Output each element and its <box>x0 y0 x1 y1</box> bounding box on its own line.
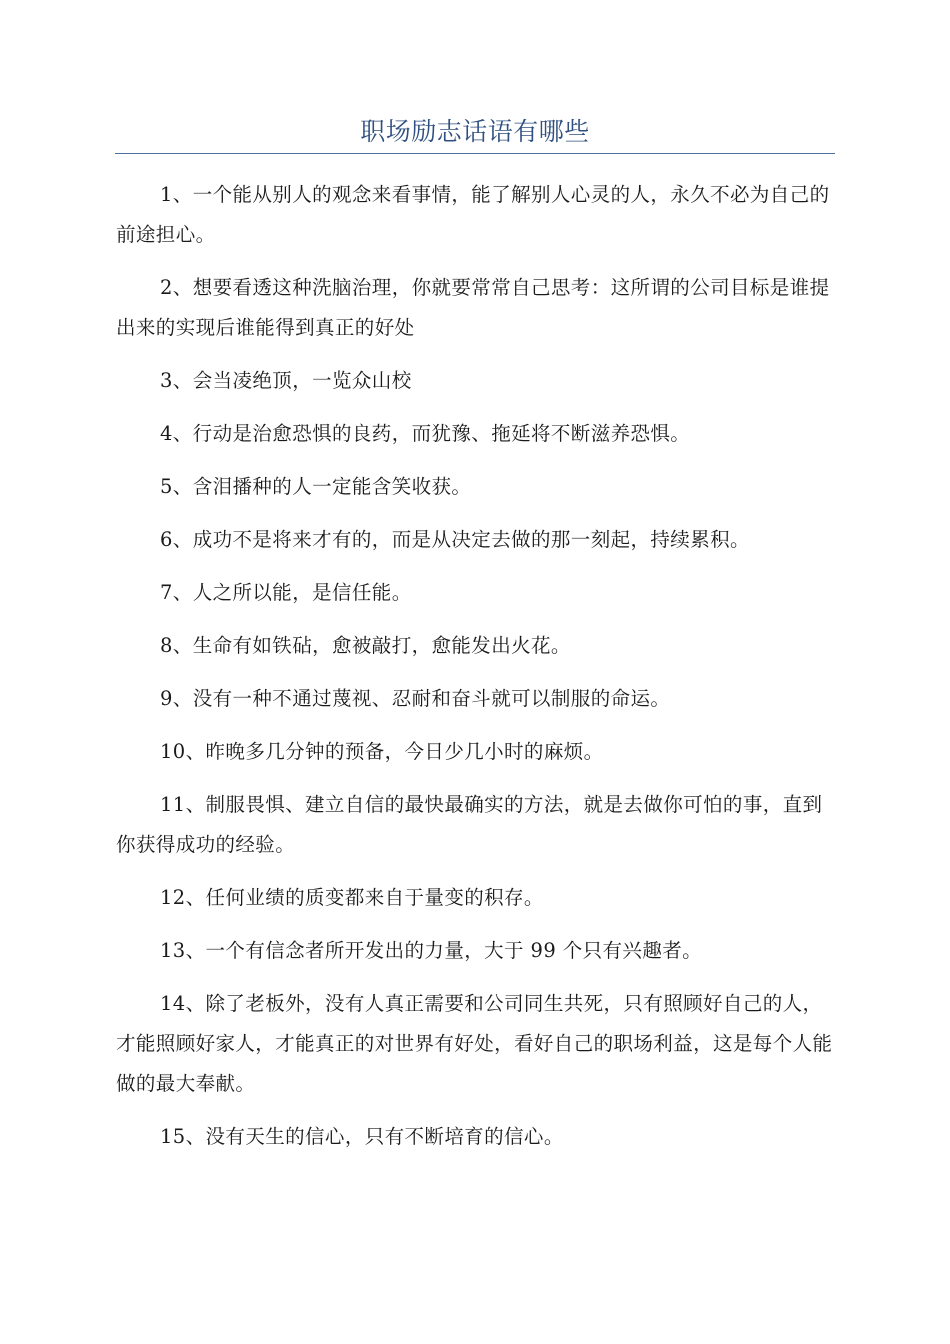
paragraph-5: 5、含泪播种的人一定能含笑收获。 <box>160 475 472 498</box>
paragraph-13: 13、一个有信念者所开发出的力量，大于 99 个只有兴趣者。 <box>160 939 703 962</box>
paragraph-1: 1、一个能从别人的观念来看事情，能了解别人心灵的人，永久不必为自己的前途担心。 <box>116 183 830 246</box>
paragraph-14: 14、除了老板外，没有人真正需要和公司同生共死，只有照顾好自己的人，才能照顾好家人，才能真正的对世界有好处，看好自己的职场利益，这是每个人能做的最大奉献。 <box>116 992 833 1095</box>
paragraph-7: 7、人之所以能，是信任能。 <box>160 581 412 604</box>
paragraph-15: 15、没有天生的信心，只有不断培育的信心。 <box>160 1125 564 1148</box>
paragraph-4: 4、行动是治愈恐惧的良药，而犹豫、拖延将不断滋养恐惧。 <box>160 422 691 445</box>
paragraph-8: 8、生命有如铁砧，愈被敲打，愈能发出火花。 <box>160 634 571 657</box>
paragraph-9: 9、没有一种不通过蔑视、忍耐和奋斗就可以制服的命运。 <box>160 687 671 710</box>
paragraph-2: 2、想要看透这种洗脑治理，你就要常常自己思考：这所谓的公司目标是谁提出来的实现后谁能得到真正的好处 <box>116 276 830 339</box>
page-title: 职场励志话语有哪些 <box>360 117 590 146</box>
paragraph-12: 12、任何业绩的质变都来自于量变的积存。 <box>160 886 544 909</box>
paragraph-11: 11、制服畏惧、建立自信的最快最确实的方法，就是去做你可怕的事，直到你获得成功的经验。 <box>116 793 823 856</box>
paragraph-3: 3、会当凌绝顶，一览众山校 <box>160 369 412 392</box>
document-body <box>116 175 836 1170</box>
title-underline <box>115 153 835 154</box>
paragraph-10: 10、昨晚多几分钟的预备，今日少几小时的麻烦。 <box>160 740 604 763</box>
paragraph-6: 6、成功不是将来才有的，而是从决定去做的那一刻起，持续累积。 <box>160 528 750 551</box>
